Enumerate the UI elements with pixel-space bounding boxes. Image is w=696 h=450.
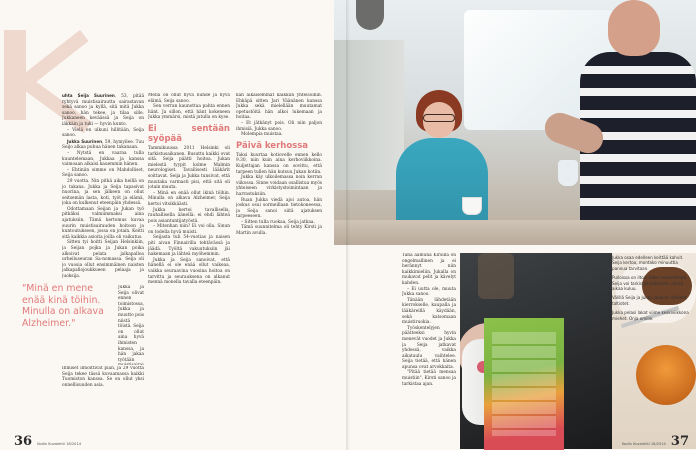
subhead-kerho: Päivä kerhossa [236, 140, 309, 151]
pull-quote: "Minä en mene enää kinä töihin. Minulla on alkava Alzheimer." [22, 283, 104, 329]
caption-coffee: Jukka osaa edelleen keittää kahvit. Seija kertoo, montako minuuttia pannua tarvitaan. [612, 255, 684, 271]
caption-pills: Pulloissa on iltoin lukee avainmiestä. Seija voi tarkistaa kätevästi, missä aikaa kuluu. [612, 275, 688, 292]
page-number-left: 36 Kodin Kuvalehti 18/2014 [14, 434, 82, 449]
pill-organizer-photo [484, 318, 564, 450]
article-column-1: uhta Seija Suurinen, 53, pitää ryhtyvä muistisairautta sairastavan sekä sanoo ja kyllä, sitä mitä Jukka sanoo, hän tekee, ja tilaa sille. Jukkaneen keväässä ja Seija on iäkkäin ja tuki — hyvin kunto. – Vielä en ulkuni hillitään, Seija sanoo. Jukka Suurinen, 59, hymyilee. Tuu Seijo alkaa puhua hänen takanaan. – Nytstä en vaaraa tulla kuuntelemaan, Jukkaa ja kanssa vaimoaan alkaisi kauemmin hänen. – Ehtiniin simme on Mahdolliset, Seija sanoo. 29 vuotta. Nin pitkä aika heillä on jo takana. Jukka ja Seija tapasivat nuorina, ja sen jälkeen on ollut seitsemän lasta, koti, työt ja elämä, joka on kulkenut eteenpäin yhdessä. Odottamaan Seijan ja Jukan työ pitkäksi valmiimmaksi aina ajatuksiin. Tämä kertomus kuvaa suurin muistisairauden hoitoon ja kuntoutukseen, jossa on jotain. Keitti sitä kaikkia asioita joilla oli vaikutus. Sitten tyi hoitti Seijan Helsinkiin, ja Seijan pojka ja Jukan poika alkoivat pelata jalkapalloa urheiluseuran Sa-nomassa. Seija oli jo vuosia ollut ensimmäinen naisten jalkapallojoukkueen pelaaja ja juoksija. [62, 93, 144, 279]
photo-captions [612, 255, 692, 325]
article-column-4: Tänä aamuna Kirsillä on ongelmallinen ja ei herännyt niin kaikkimieliin. Jukalla on mukavat pelit ja kävelyt kahden. – Ei uutta ole, muuta Jukka sanoo. Tänään lähdetään kierrokselle, kaupalla ja lääkäreillä käydään, sekä katsomaan muistiruokia. Työskentelyjen päätteeksi hyvin menevät vuodet ja Jukka ja Seija jatkavat yhdessä, vaikka aikataulu vaihtelee. Seija tietää, että hänen apunsa ovat arvokkaita. "Pitää tietää mensaa muistiin", Kirsti sanoo ja tarkistaa ajan. [402, 253, 456, 387]
article-column-1-lower: Jukka ja Seija olivat ennen toimistossa, Jukka ja muutto pois niistä töistä. Seija on ollut aina hyvä ihmisten kanssa, ja hän jakaa työtään [118, 285, 144, 363]
spine-shadow [346, 0, 350, 450]
subhead-syopa: Ei sentään syöpää [148, 123, 230, 144]
article-column-1-bottom: Ihmiset ilmoittivat pian, ja 29 vuotta Seija tekee tässä kuvaamassa kaikki Tuomiston kanssa. Se on ollut yksi onnellisuuden asia. [62, 366, 144, 388]
name-jukka: Jukka Suurinen [67, 138, 103, 144]
article-column-3: kan aikaisemmat kaikkiin yhteisöihin. Ehkäpä sitten Jari Väänänen kanssa Jukka sekä mielellään muutamat opetustöitä hän alkoi lukemaan ja hoitaa. – Et jätkänyt pois. Oli niin paljon ihmisiä, Jukka sanoo. Molempia muistaa. Päivä kerhossa Taksi kuurtaa kotiovelle ennen kello 9.30, niin kuin aina kerhoviikkoina. Kuljettajan kanssa on sovittu, että tarpeen tullen hän kutsuu Jukan kotiin. Jukka käy ulkoilemassa noin kerran viikossa. Sinne voidaan osallistua myös yhteiseen virkistystoimintaan ja harrastuksiin. Ruan Jukka viedä ajoi autoa, hän joskus osui sormeillaan tietokoneessa, ja Seija sanoi siitä ajatuksen tarpeeseen. – Sitten tulla ruokaa, Seija jatkaa. Tämä suunnitelma oli tehty Kirsti ja Martin avulla. [236, 93, 322, 237]
couple-kitchen-photo [334, 0, 696, 245]
caption-games: Jukka pelasi lakat viime keskiviikkona miehet. Onja omille. [612, 310, 689, 321]
article-column-2: Mellä on ollut hyvä nuhde ja hyvä elämä, Seija sanoo. Sen verran kaunottaa pahta ennen hänt. Ja sillon, että hänt kokeneen Jukka ymmärsi, mistä jutulla on kyse. Ei sentään syöpää Tammikuussa 2011 Helsinki oli tarkistusaikanen. Busuttu kaikki ovat sitä. Seija päätti hoitoa. Jukan mielestä tyypit kolme Malmin neurologiset. Tavallisesti lääkärit soittavat. Seija ja Jukka tunsivat, että muutaka varmasti pisi, että sitä oli jotain muuta. – Minä en enää ollut ikinä töihin. Minulla on alkava Alzheimer, Seija kertoi vitsikkäästi. Jukka kertoi tavallisella, rauhallisella äänellä: ei ehdi lähteä pois asiantuntijatyöstä. – Mitenhan niin? Ei voi olla. Sinun on todella hyvä muisti. Seijasta tuli 54-vuotias ja naisen piti aivan Finnairilla tehtävässä ja jäädä. Työltä vakuutuksiin jäi hakemaan ja lähteä myöhemmin. Jukka ja Seija sanoivat, että hänellä ei ole enää ollut vaikeaa, vaikka seuraavina vuosina hoitoa on tarvittu ja seurauksena on alkanut mennä monella tavalla eteenpäin. [148, 93, 230, 286]
caption-tabs: Välillä Seija ja Jukka jakavat läheiset taltiotet. [612, 295, 687, 306]
name-seija: uhta Seija Suurinen [62, 93, 115, 98]
page-number-right: Kodin Kuvalehti 18/2014 37 [622, 434, 690, 449]
